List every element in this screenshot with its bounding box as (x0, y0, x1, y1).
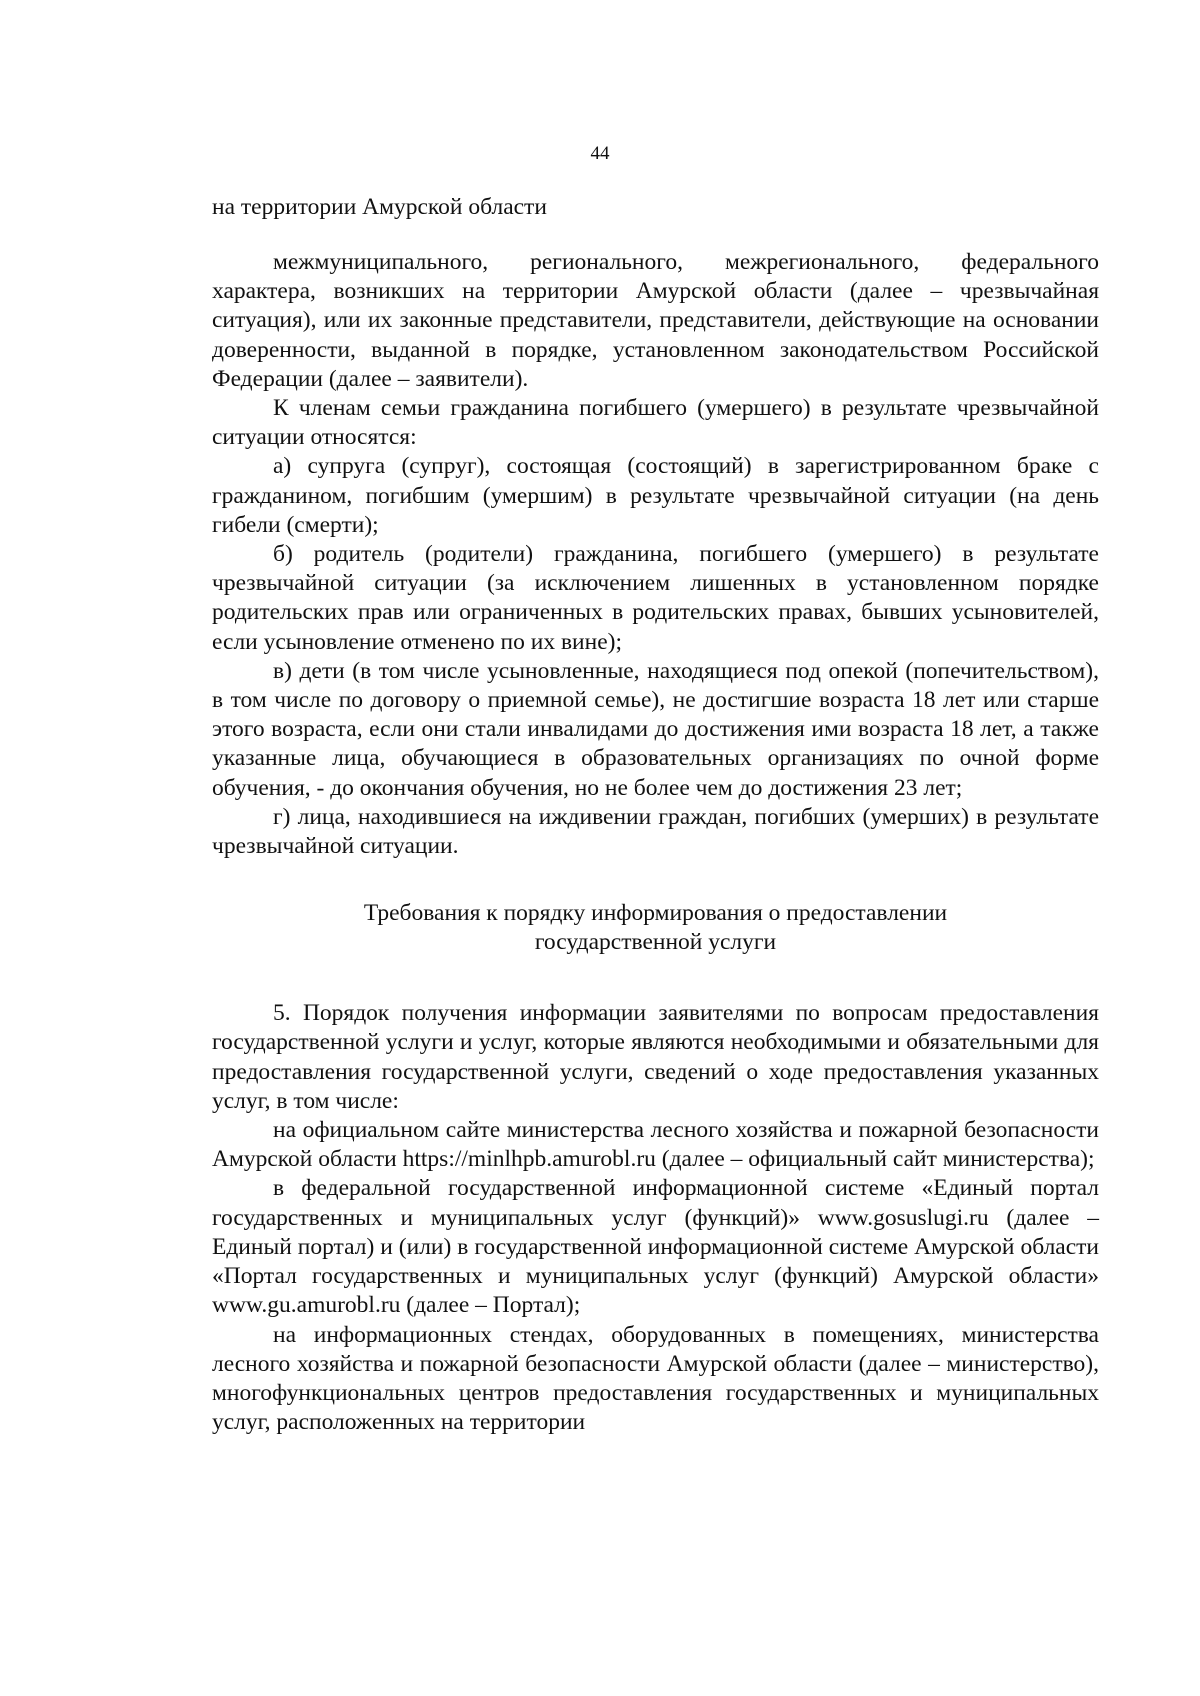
top-fragment: на территории Амурской области (212, 194, 547, 220)
paragraph-unified-portal: в федеральной государственной информационной системе «Единый портал государственных и муниципальных услуг (функций)» www.gosuslugi.ru (далее – Единый портал) и (или) в государственной информационной системе Амурской области «Портал государственных и муниципальных услуг (функций) Амурской области» www.gu.amurobl.ru (далее – Портал); (212, 1175, 1099, 1319)
paragraph-item-v: в) дети (в том числе усыновленные, находящиеся под опекой (попечительством), в том числе по договору о приемной семье), не достигшие возраста 18 лет или старше этого возраста, если они стали инвалидами до достижения ими возраста 18 лет, а также указанные лица, обучающиеся в образовательных организациях по очной форме обучения, - до окончания обучения, но не более чем до достижения 23 лет; (212, 657, 1099, 801)
paragraph-official-site: на официальном сайте министерства лесного хозяйства и пожарной безопасности Амурской области https://minlhpb.amurobl.ru (далее – официальный сайт министерства); (212, 1117, 1099, 1173)
page-number: 44 (590, 143, 610, 164)
paragraph-item-g: г) лица, находившиеся на иждивении граждан, погибших (умерших) в результате чрезвычайной ситуации. (212, 803, 1099, 860)
paragraph-family-members: К членам семьи гражданина погибшего (умершего) в результате чрезвычайной ситуации относятся: (212, 395, 1099, 451)
paragraph-continuation: межмуниципального, регионального, межрегионального, федерального характера, возникших на территории Амурской области (далее – чрезвычайная ситуация), или их законные представители, представители, действующие на основании доверенности, выданной в порядке, установленном законодательством Российской Федерации (далее – заявители). (212, 249, 1099, 392)
document-body (212, 248, 1099, 1437)
paragraph-clause-5: 5. Порядок получения информации заявителями по вопросам предоставления государственной услуги и услуг, которые являются необходимыми и обязательными для предоставления государственной услуги, сведений о ходе предоставления указанных услуг, в том числе: (212, 1000, 1099, 1114)
paragraph-item-b: б) родитель (родители) гражданина, погибшего (умершего) в результате чрезвычайной ситуации (за исключением лишенных в установленном порядке родительских прав или ограниченных в родительских правах, бывших усыновителей, если усыновление отменено по их вине); (212, 541, 1099, 655)
section-heading-line-1: Требования к порядку информирования о предоставлении (363, 900, 948, 927)
section-heading-line-2: государственной услуги (534, 929, 777, 956)
paragraph-info-stands: на информационных стендах, оборудованных в помещениях, министерства лесного хозяйства и пожарной безопасности Амурской области (далее – министерство), многофункциональных центров предоставления государственных и муниципальных услуг, расположенных на территории (212, 1321, 1099, 1436)
paragraph-item-a: а) супруга (супруг), состоящая (состоящий) в зарегистрированном браке с гражданином, погибшим (умершим) в результате чрезвычайной ситуации (на день гибели (смерти); (212, 453, 1099, 538)
section-heading (212, 899, 1099, 957)
